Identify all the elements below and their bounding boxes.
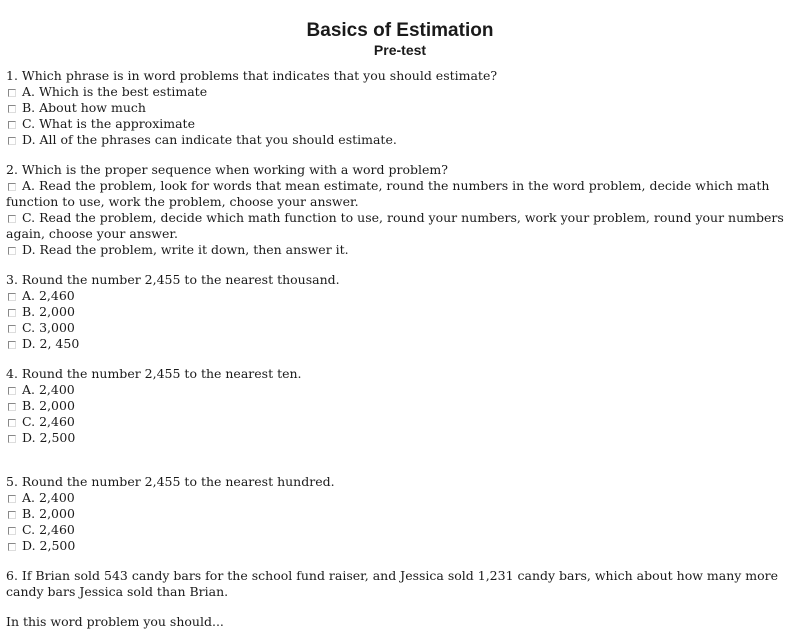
checkbox[interactable] — [8, 511, 16, 519]
option-1a[interactable]: A. Which is the best estimate — [6, 84, 794, 100]
spacer — [6, 460, 794, 474]
option-2a[interactable]: A. Read the problem, look for words that mean estimate, round the numbers in the word problem, decide which math function to use, work the problem, choose your answer. — [6, 178, 770, 209]
option-3d[interactable]: D. 2, 450 — [6, 336, 794, 352]
checkbox[interactable] — [8, 105, 16, 113]
option-2c[interactable]: C. Read the problem, decide which math function to use, round your numbers, work your problem, round your numbers again, choose your answer. — [6, 210, 784, 241]
option-3b[interactable]: B. 2,000 — [6, 304, 794, 320]
trailing-text: In this word problem you should... — [6, 614, 224, 629]
checkbox[interactable] — [8, 543, 16, 551]
checkbox[interactable] — [8, 293, 16, 301]
option-4d[interactable]: D. 2,500 — [6, 430, 794, 446]
option-4b[interactable]: B. 2,000 — [6, 398, 794, 414]
question-5 — [6, 474, 794, 554]
question-text: 5. Round the number 2,455 to the nearest hundred. — [6, 474, 335, 489]
question-2 — [6, 162, 794, 258]
checkbox[interactable] — [8, 325, 16, 333]
checkbox[interactable] — [8, 89, 16, 97]
question-1 — [6, 68, 794, 148]
option-4c[interactable]: C. 2,460 — [6, 414, 794, 430]
question-3 — [6, 272, 794, 352]
question-text: 4. Round the number 2,455 to the nearest ten. — [6, 366, 302, 381]
option-5c[interactable]: C. 2,460 — [6, 522, 794, 538]
option-1c[interactable]: C. What is the approximate — [6, 116, 794, 132]
page-subtitle: Pre-test — [373, 42, 427, 58]
pretest-page — [0, 20, 800, 630]
checkbox[interactable] — [8, 121, 16, 129]
option-1d[interactable]: D. All of the phrases can indicate that you should estimate. — [6, 132, 794, 148]
checkbox[interactable] — [8, 341, 16, 349]
checkbox[interactable] — [8, 435, 16, 443]
option-1b[interactable]: B. About how much — [6, 100, 794, 116]
checkbox[interactable] — [8, 387, 16, 395]
question-4 — [6, 366, 794, 446]
checkbox[interactable] — [8, 137, 16, 145]
checkbox[interactable] — [8, 419, 16, 427]
checkbox[interactable] — [8, 247, 16, 255]
checkbox[interactable] — [8, 183, 16, 191]
checkbox[interactable] — [8, 215, 16, 223]
option-3c[interactable]: C. 3,000 — [6, 320, 794, 336]
question-text: 3. Round the number 2,455 to the nearest thousand. — [6, 272, 340, 287]
option-5d[interactable]: D. 2,500 — [6, 538, 794, 554]
checkbox[interactable] — [8, 527, 16, 535]
question-6 — [6, 568, 794, 600]
option-5b[interactable]: B. 2,000 — [6, 506, 794, 522]
option-3a[interactable]: A. 2,460 — [6, 288, 794, 304]
option-2d[interactable]: D. Read the problem, write it down, then answer it. — [6, 242, 794, 258]
page-title: Basics of Estimation — [306, 20, 494, 41]
question-text: 6. If Brian sold 543 candy bars for the school fund raiser, and Jessica sold 1,231 candy bars, which about how many more candy bars Jessica sold than Brian. — [6, 568, 779, 599]
question-text: 1. Which phrase is in word problems that indicates that you should estimate? — [6, 68, 498, 83]
question-text: 2. Which is the proper sequence when working with a word problem? — [6, 162, 448, 177]
option-5a[interactable]: A. 2,400 — [6, 490, 794, 506]
checkbox[interactable] — [8, 495, 16, 503]
checkbox[interactable] — [8, 403, 16, 411]
option-4a[interactable]: A. 2,400 — [6, 382, 794, 398]
checkbox[interactable] — [8, 309, 16, 317]
